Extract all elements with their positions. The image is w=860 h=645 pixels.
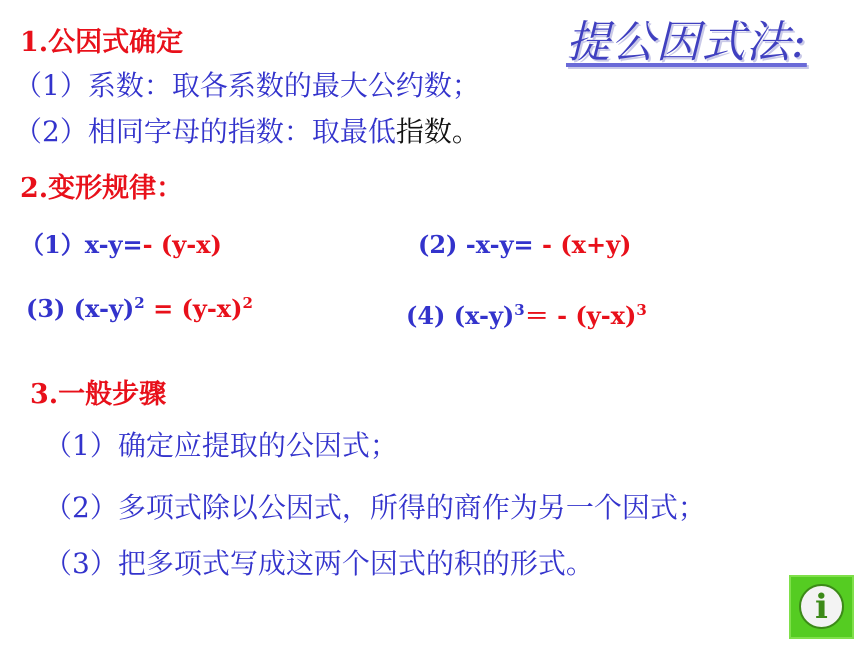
rule-4-rhs-exponent: 3 <box>636 301 647 319</box>
rule-3-lhs-exponent: 2 <box>134 294 145 312</box>
page-title <box>562 4 860 68</box>
rule-4-equals: ＝ <box>524 301 549 330</box>
section-3-heading: 3.一般步骤 <box>30 379 167 410</box>
rule-3-rhs-exponent: 2 <box>242 294 253 312</box>
rule-4-lhs: (4) (x-y) <box>406 301 515 330</box>
section-1-item-1 <box>14 64 480 104</box>
rule-2-rhs: - (x+y) <box>542 230 632 259</box>
rule-3 <box>26 294 253 323</box>
item-1-highlight: 最大公约数 <box>311 69 452 102</box>
item-2-suffix: 指数。 <box>395 115 480 148</box>
section-2-heading: 2.变形规律： <box>20 173 184 204</box>
rule-3-rhs: (y-x) <box>181 294 243 323</box>
page-title-text: 提公因式法: <box>566 17 807 68</box>
step-1: （1）确定应提取的公因式； <box>44 429 398 462</box>
step-2: （2）多项式除以公因式，所得的商作为另一个因式； <box>44 491 706 524</box>
item-2-prefix: （2）相同字母的指数：取 <box>14 115 340 148</box>
rule-3-equals: = <box>144 294 182 323</box>
item-1-suffix: ； <box>451 69 480 102</box>
rule-4-lhs-exponent: 3 <box>514 301 525 319</box>
rule-1-lhs: （1）x-y= <box>20 230 143 259</box>
rule-4 <box>406 296 647 331</box>
rule-1-rhs: - (y-x) <box>142 230 222 259</box>
item-2-highlight: 最低 <box>339 115 396 148</box>
rule-3-lhs: (3) (x-y) <box>26 294 135 323</box>
step-3: （3）把多项式写成这两个因式的积的形式。 <box>44 547 594 580</box>
rule-4-rhs: - (y-x) <box>557 301 637 330</box>
info-icon: i <box>799 584 844 629</box>
info-button[interactable] <box>789 575 854 639</box>
rule-2 <box>418 230 631 259</box>
rule-1 <box>20 225 222 260</box>
section-1-item-2 <box>14 110 480 150</box>
section-1-heading: 1.公因式确定 <box>20 27 184 58</box>
rule-2-lhs: (2) -x-y= <box>418 230 534 259</box>
item-1-prefix: （1）系数：取各系数的 <box>14 69 312 102</box>
